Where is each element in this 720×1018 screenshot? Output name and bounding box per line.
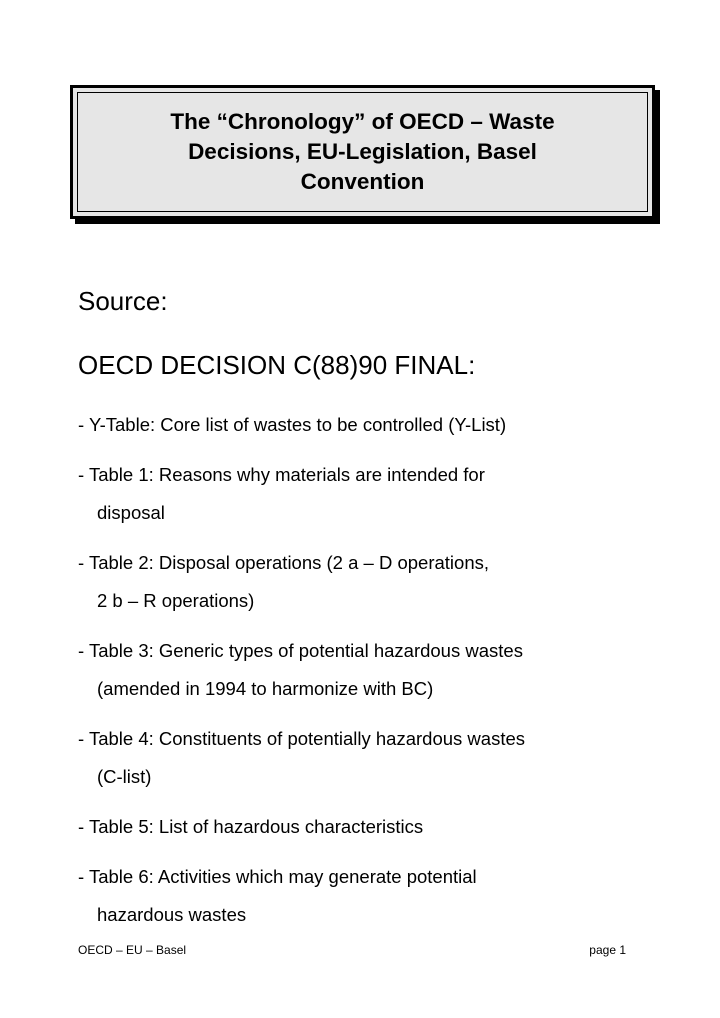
list-item [78,406,648,444]
list-item-line: - Table 4: Constituents of potentially hazardous wastes [78,728,525,749]
title-line-2: Decisions, EU-Legislation, Basel [188,139,537,164]
title-line-1: The “Chronology” of OECD – Waste [170,109,555,134]
list-item-continuation: disposal [97,502,165,523]
list-item [78,720,648,796]
title-box [70,85,655,219]
list-item [78,456,648,532]
footer-left: OECD – EU – Basel [78,943,187,957]
list-item-continuation: (amended in 1994 to harmonize with BC) [97,678,434,699]
source-label: Source: [78,286,168,316]
list-item [78,808,648,846]
list-item-line: - Table 3: Generic types of potential hazardous wastes [78,640,523,661]
list-item-line: - Table 6: Activities which may generate potential [78,866,477,887]
table-list [78,406,648,946]
list-item [78,858,648,934]
title-line-3: Convention [300,169,425,194]
list-item-line: - Table 2: Disposal operations (2 a – D operations, [78,552,490,573]
document-title [128,107,598,197]
list-item-line: - Table 1: Reasons why materials are intended for [78,464,485,485]
list-item-continuation: (C-list) [97,766,152,787]
decision-heading: OECD DECISION C(88)90 FINAL: [78,350,476,380]
page-number: page 1 [589,943,626,957]
list-item [78,544,648,620]
list-item-line: - Y-Table: Core list of wastes to be controlled (Y-List) [78,414,507,435]
list-item-continuation: hazardous wastes [97,904,247,925]
list-item-line: - Table 5: List of hazardous characteristics [78,816,424,837]
list-item-continuation: 2 b – R operations) [97,590,255,611]
list-item [78,632,648,708]
